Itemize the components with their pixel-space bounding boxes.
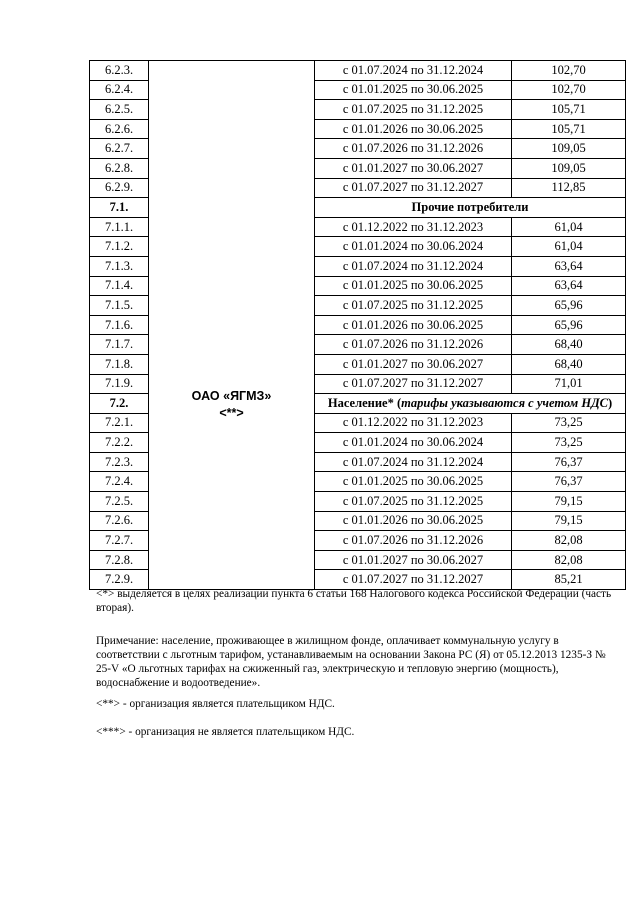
group-title: Прочие потребители (315, 198, 626, 218)
row-number: 6.2.5. (90, 100, 149, 120)
tariff-period: с 01.07.2025 по 31.12.2025 (315, 100, 512, 120)
tariff-value: 105,71 (512, 100, 626, 120)
tariff-period: с 01.12.2022 по 31.12.2023 (315, 413, 512, 433)
tariff-value: 112,85 (512, 178, 626, 198)
row-number: 7.1.1. (90, 217, 149, 237)
tariff-period: с 01.07.2027 по 31.12.2027 (315, 570, 512, 590)
tariff-value: 65,96 (512, 315, 626, 335)
row-number: 7.1.4. (90, 276, 149, 296)
tariff-value: 61,04 (512, 237, 626, 257)
row-number: 7.2.1. (90, 413, 149, 433)
tariff-period: с 01.07.2027 по 31.12.2027 (315, 178, 512, 198)
row-number: 7.1.2. (90, 237, 149, 257)
tariff-value: 73,25 (512, 413, 626, 433)
tariff-period: с 01.01.2024 по 30.06.2024 (315, 433, 512, 453)
tariff-period: с 01.01.2026 по 30.06.2025 (315, 315, 512, 335)
tariff-value: 65,96 (512, 296, 626, 316)
group-title-main: Население* ( (327, 395, 402, 410)
tariff-period: с 01.01.2025 по 30.06.2025 (315, 276, 512, 296)
tariff-period: с 01.07.2025 по 31.12.2025 (315, 492, 512, 512)
tariff-period: с 01.07.2026 по 31.12.2026 (315, 335, 512, 355)
group-number: 7.2. (90, 394, 149, 414)
row-number: 7.2.5. (90, 492, 149, 512)
tariff-value: 79,15 (512, 492, 626, 512)
tariff-value: 82,08 (512, 550, 626, 570)
tariff-period: с 01.07.2024 по 31.12.2024 (315, 256, 512, 276)
row-number: 6.2.4. (90, 80, 149, 100)
tariff-period: с 01.07.2027 по 31.12.2027 (315, 374, 512, 394)
group-number: 7.1. (90, 198, 149, 218)
tariff-period: с 01.01.2026 по 30.06.2025 (315, 119, 512, 139)
row-number: 7.2.8. (90, 550, 149, 570)
footnote-vat-purpose: <*> выделяется в целях реализации пункта 6 статьи 168 Налогового кодекса Российской Федерации (часть вторая). (96, 588, 612, 614)
table-row (90, 61, 626, 81)
tariff-value: 109,05 (512, 139, 626, 159)
tariff-value: 102,70 (512, 80, 626, 100)
tariff-value: 61,04 (512, 217, 626, 237)
tariff-value: 76,37 (512, 472, 626, 492)
tariff-period: с 01.07.2025 по 31.12.2025 (315, 296, 512, 316)
row-number: 6.2.8. (90, 158, 149, 178)
organization-cell (149, 61, 315, 590)
group-title-end: ) (607, 395, 613, 410)
footnote-vat-payer: <**> - организация является плательщиком НДС. (96, 698, 335, 710)
tariff-value: 68,40 (512, 335, 626, 355)
tariff-period: с 01.01.2025 по 30.06.2025 (315, 80, 512, 100)
row-number: 7.2.2. (90, 433, 149, 453)
row-number: 6.2.3. (90, 61, 149, 81)
row-number: 7.1.7. (90, 335, 149, 355)
row-number: 7.2.6. (90, 511, 149, 531)
tariff-period: с 01.01.2027 по 30.06.2027 (315, 354, 512, 374)
tariff-value: 79,15 (512, 511, 626, 531)
row-number: 7.2.3. (90, 452, 149, 472)
row-number: 7.1.3. (90, 256, 149, 276)
footnote-non-vat-payer: <***> - организация не является плательщиком НДС. (96, 726, 355, 738)
tariff-value: 71,01 (512, 374, 626, 394)
tariff-value: 109,05 (512, 158, 626, 178)
tariff-value: 63,64 (512, 276, 626, 296)
footnote-population-note: Примечание: население, проживающее в жилищном фонде, оплачивает коммунальную услугу в соответствии с льготным тарифом, устанавливаемым на основании Закона РС (Я) от 05.12.2013 1235-З № 25-V «О льготных тарифах на сжиженный газ, электрическую и тепловую энергию (мощность), водоснабжение и водоотведение». (96, 635, 606, 689)
tariff-period: с 01.01.2027 по 30.06.2027 (315, 550, 512, 570)
organization-name: ОАО «ЯГМЗ» (191, 389, 272, 404)
group-title (315, 394, 626, 414)
tariff-period: с 01.07.2026 по 31.12.2026 (315, 531, 512, 551)
tariff-period: с 01.01.2026 по 30.06.2025 (315, 511, 512, 531)
tariff-period: с 01.07.2024 по 31.12.2024 (315, 452, 512, 472)
row-number: 7.2.7. (90, 531, 149, 551)
row-number: 7.2.4. (90, 472, 149, 492)
tariff-value: 63,64 (512, 256, 626, 276)
tariff-value: 76,37 (512, 452, 626, 472)
tariff-table (89, 60, 626, 590)
tariff-period: с 01.01.2024 по 30.06.2024 (315, 237, 512, 257)
row-number: 6.2.9. (90, 178, 149, 198)
tariff-period: с 01.12.2022 по 31.12.2023 (315, 217, 512, 237)
tariff-period: с 01.01.2025 по 30.06.2025 (315, 472, 512, 492)
tariff-period: с 01.07.2026 по 31.12.2026 (315, 139, 512, 159)
row-number: 6.2.6. (90, 119, 149, 139)
tariff-value: 85,21 (512, 570, 626, 590)
tariff-value: 82,08 (512, 531, 626, 551)
tariff-value: 105,71 (512, 119, 626, 139)
organization-vat-mark: <**> (219, 406, 244, 421)
tariff-value: 102,70 (512, 61, 626, 81)
row-number: 7.1.9. (90, 374, 149, 394)
tariff-value: 68,40 (512, 354, 626, 374)
group-title-vat-note: тарифы указываются с учетом НДС (401, 395, 608, 410)
tariff-period: с 01.01.2027 по 30.06.2027 (315, 158, 512, 178)
row-number: 7.1.6. (90, 315, 149, 335)
tariff-period: с 01.07.2024 по 31.12.2024 (315, 61, 512, 81)
tariff-value: 73,25 (512, 433, 626, 453)
row-number: 7.2.9. (90, 570, 149, 590)
row-number: 7.1.5. (90, 296, 149, 316)
row-number: 7.1.8. (90, 354, 149, 374)
row-number: 6.2.7. (90, 139, 149, 159)
